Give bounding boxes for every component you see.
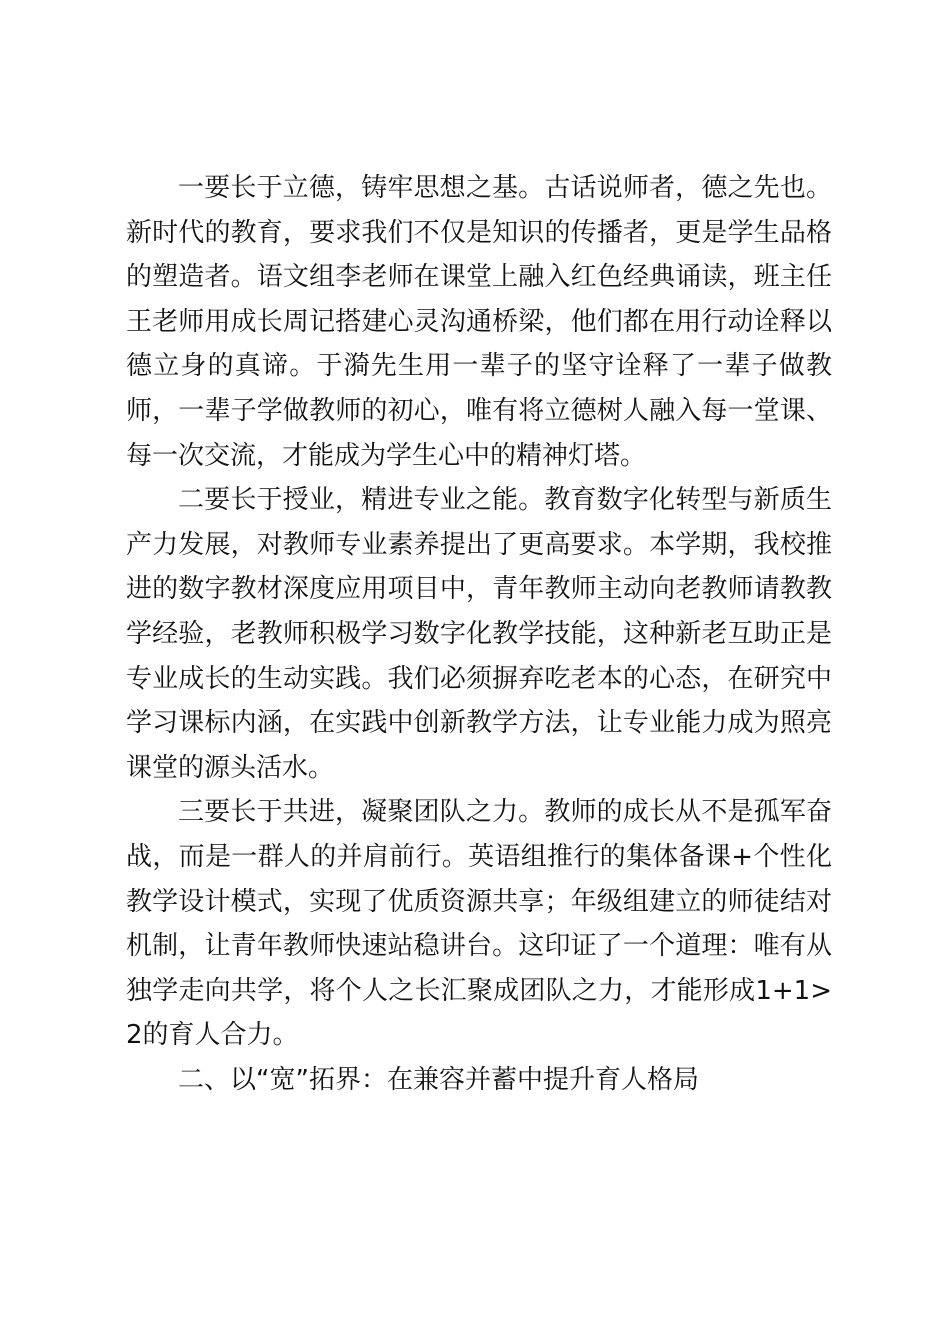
paragraph-teaching-skills: 二要长于授业，精进专业之能。教育数字化转型与新质生产力发展，对教师专业素养提出了更高要求。本学期，我校推进的数字教材深度应用项目中，青年教师主动向老教师请教教学经验，老教师积极学习数字化教学技能，这种新老互助正是专业成长的生动实践。我们必须摒弃吃老本的心态，在研究中学习课标内涵，在实践中创新教学方法，让专业能力成为照亮课堂的源头活水。	[126, 485, 832, 783]
paragraph-cultivate-morality: 一要长于立德，铸牢思想之基。古话说师者，德之先也。新时代的教育，要求我们不仅是知识的传播者，更是学生品格的塑造者。语文组李老师在课堂上融入红色经典诵读，班主任王老师用成长周记搭建心灵沟通桥梁，他们都在用行动诠释以德立身的真谛。于漪先生用一辈子的坚守诠释了一辈子做教师，一辈子学做教师的初心，唯有将立德树人融入每一堂课、每一次交流，才能成为学生心中的精神灯塔。	[126, 173, 832, 471]
document-body	[126, 166, 832, 1102]
section-heading: 二、以“宽”拓界：在兼容并蓄中提升育人格局	[178, 1064, 699, 1095]
paragraph-team-progress: 三要长于共进，凝聚团队之力。教师的成长从不是孤军奋战，而是一群人的并肩前行。英语组推行的集体备课+个性化教学设计模式，实现了优质资源共享；年级组建立的师徒结对机制，让青年教师快速站稳讲台。这印证了一个道理：唯有从独学走向共学，将个人之长汇聚成团队之力，才能形成1+1>2的育人合力。	[126, 797, 832, 1051]
